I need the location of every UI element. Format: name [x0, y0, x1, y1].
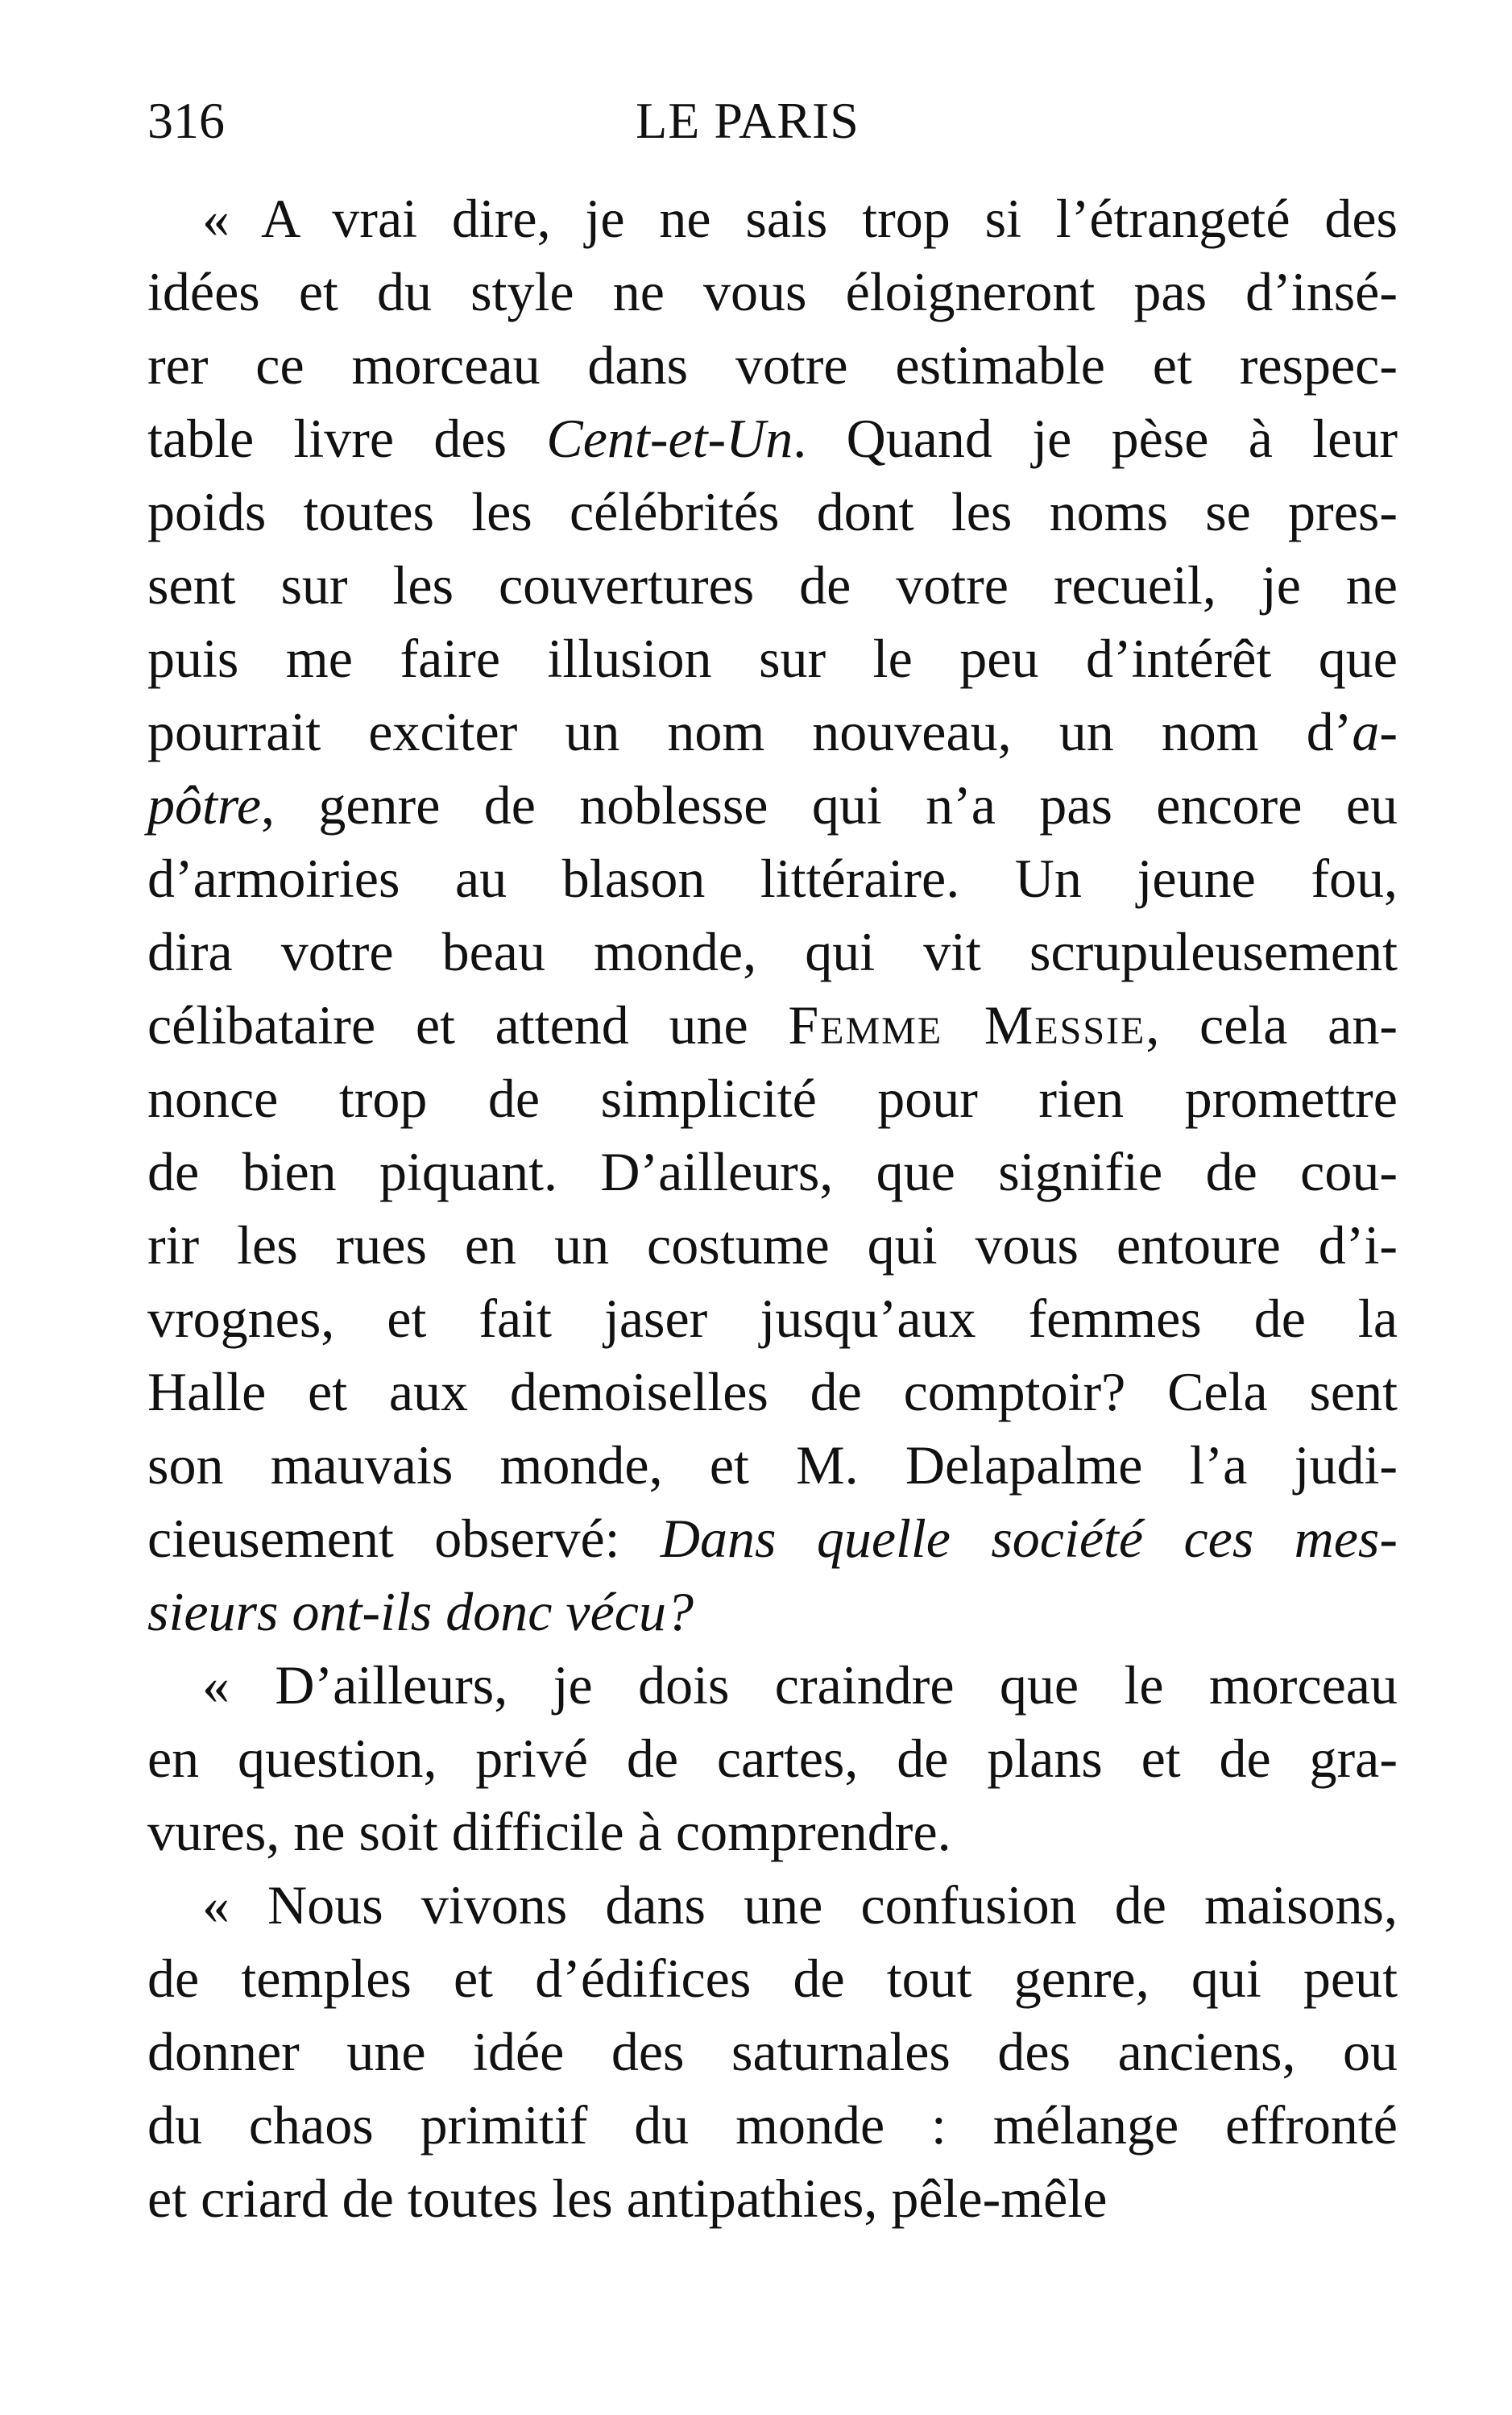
- paragraph: [147, 182, 1398, 1649]
- italic-text: pôtre: [147, 774, 262, 836]
- text-line: [147, 1942, 1398, 2015]
- italic-text: a-: [1352, 701, 1398, 762]
- text-segment: idées et du style ne vous éloigneront pas d’insé-: [147, 261, 1398, 322]
- text-segment: de temples et d’édifices de tout genre, qui peut: [147, 1948, 1398, 2009]
- text-segment: célibataire et attend une: [147, 994, 789, 1056]
- text-line: [147, 182, 1398, 255]
- text-line: [147, 915, 1398, 989]
- text-segment: « Nous vivons dans une confusion de maisons,: [202, 1874, 1398, 1936]
- text-segment: table livre des: [147, 408, 547, 469]
- text-line: [147, 1649, 1398, 1722]
- text-segment: , genre de noblesse qui n’a pas encore eu: [261, 774, 1398, 836]
- text-segment: d’armoiries au blason littéraire. Un jeune fou,: [147, 848, 1398, 909]
- text-segment: Halle et aux demoiselles de comptoir? Cela sent: [147, 1361, 1398, 1422]
- running-title: LE PARIS: [636, 92, 860, 149]
- italic-text: Dans quelle société ces mes-: [660, 1508, 1398, 1569]
- text-line: [147, 989, 1398, 1062]
- text-segment: et criard de toutes les antipathies, pêle-mêle: [147, 2168, 1108, 2229]
- text-line: [147, 255, 1398, 329]
- text-segment: son mauvais monde, et M. Delapalme l’a judi-: [147, 1434, 1398, 1496]
- text-line: [147, 1282, 1398, 1355]
- running-head: [147, 89, 1396, 153]
- text-segment: vrognes, et fait jaser jusqu’aux femmes de la: [147, 1288, 1398, 1349]
- italic-text: sieurs ont-ils donc vécu?: [147, 1581, 694, 1642]
- text-segment: , cela an-: [1145, 994, 1398, 1056]
- text-segment: . Quand je pèse à leur: [793, 408, 1398, 469]
- text-segment: de bien piquant. D’ailleurs, que signifie de cou-: [147, 1141, 1398, 1202]
- text-line: [147, 2015, 1398, 2089]
- text-segment: « A vrai dire, je ne sais trop si l’étrangeté des: [202, 188, 1398, 249]
- small-caps-text: Femme Messie: [788, 994, 1146, 1056]
- text-line: [147, 1135, 1398, 1209]
- text-line: [147, 1869, 1398, 1942]
- text-line: [147, 549, 1398, 622]
- text-segment: sent sur les couvertures de votre recueil, je ne: [147, 554, 1398, 616]
- text-line: [147, 475, 1398, 549]
- text-segment: donner une idée des saturnales des anciens, ou: [147, 2021, 1398, 2082]
- text-line: [147, 842, 1398, 915]
- text-line: [147, 769, 1398, 842]
- text-segment: en question, privé de cartes, de plans et de gra-: [147, 1728, 1398, 1789]
- text-segment: dira votre beau monde, qui vit scrupuleusement: [147, 921, 1398, 982]
- text-line: [147, 2162, 1398, 2235]
- paragraph: [147, 1869, 1398, 2235]
- text-segment: pourrait exciter un nom nouveau, un nom d’: [147, 701, 1353, 762]
- text-line: [147, 2089, 1398, 2162]
- italic-text: Cent-et-Un: [546, 408, 793, 469]
- text-line: [147, 1722, 1398, 1795]
- text-line: [147, 695, 1398, 769]
- text-line: [147, 1062, 1398, 1135]
- text-line: [147, 1502, 1398, 1575]
- text-line: [147, 329, 1398, 402]
- text-line: [147, 1355, 1398, 1429]
- text-line: [147, 1795, 1398, 1869]
- text-segment: rir les rues en un costume qui vous entoure d’i-: [147, 1214, 1398, 1276]
- page-number: 316: [147, 92, 225, 149]
- text-line: [147, 402, 1398, 475]
- text-segment: poids toutes les célébrités dont les noms se pres-: [147, 481, 1398, 542]
- text-segment: du chaos primitif du monde : mélange effronté: [147, 2094, 1398, 2156]
- body-text: [147, 182, 1398, 2235]
- text-line: [147, 1209, 1398, 1282]
- text-line: [147, 622, 1398, 695]
- text-segment: cieusement observé:: [147, 1508, 661, 1569]
- text-segment: « D’ailleurs, je dois craindre que le morceau: [202, 1654, 1398, 1716]
- text-segment: vures, ne soit difficile à comprendre.: [147, 1801, 951, 1862]
- text-line: [147, 1575, 1398, 1649]
- text-segment: rer ce morceau dans votre estimable et respec-: [147, 334, 1398, 396]
- text-segment: nonce trop de simplicité pour rien promettre: [147, 1068, 1398, 1129]
- text-line: [147, 1429, 1398, 1502]
- text-segment: puis me faire illusion sur le peu d’intérêt que: [147, 628, 1398, 689]
- paragraph: [147, 1649, 1398, 1869]
